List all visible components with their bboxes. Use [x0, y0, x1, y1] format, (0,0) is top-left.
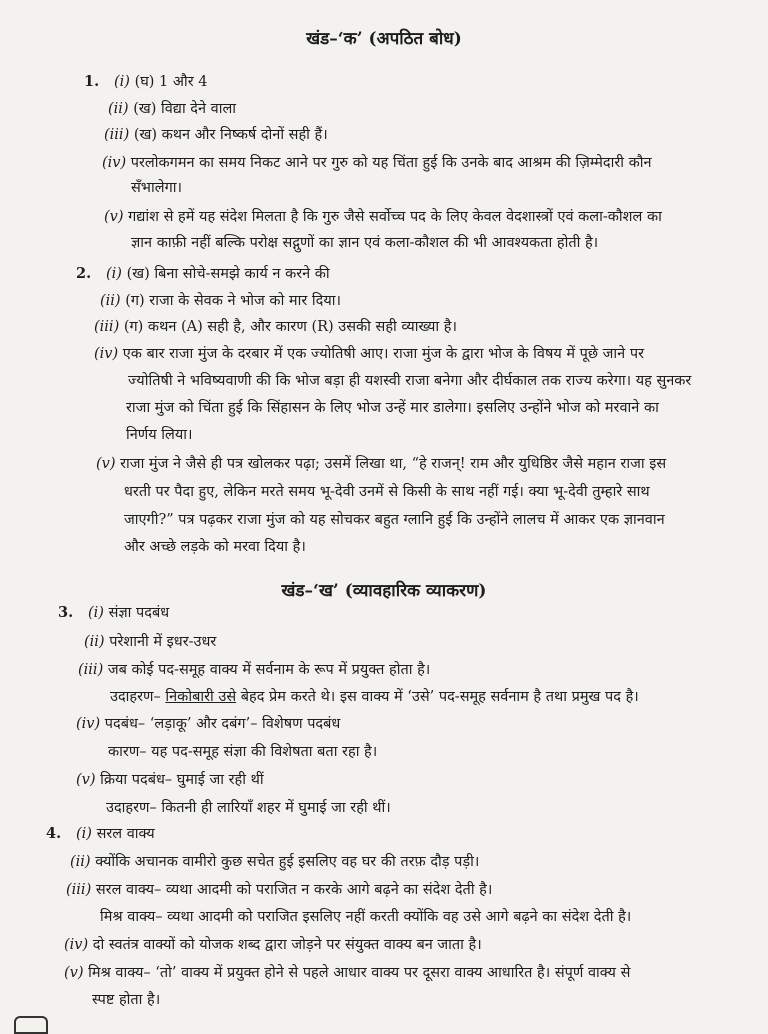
q1-ii: [108, 99, 236, 119]
q2-v-line3: जाएगी?” पत्र पढ़कर राजा मुंज को यह सोचकर बहुत ग्लानि हुई कि उन्होंने लालच में आकर एक ज्ञानवान: [124, 512, 665, 528]
q1-i-text: (घ) 1 और 4: [134, 74, 208, 90]
q2-i: [106, 264, 330, 284]
q3-iv-label: (iv): [76, 716, 101, 732]
q4-number: 4.: [46, 825, 62, 842]
q2-v: [96, 454, 666, 474]
q4-ii-text: क्योंकि अचानक वामीरो कुछ सचेत हुई इसलिए वह घर की तरफ़ दौड़ पड़ी।: [95, 854, 480, 870]
q2-iv-line3: राजा मुंज को चिंता हुई कि सिंहासन के लिए भोज उन्हें मार डालेगा। इसलिए उन्होंने भोज को मरवाने का: [126, 400, 659, 416]
q4-ii: [70, 852, 479, 872]
q1-ii-label: (ii): [108, 101, 129, 117]
q4-v-line1: मिश्र वाक्य– ‘तो’ वाक्य में प्रयुक्त होने से पहले आधार वाक्य पर दूसरा वाक्य आधारित है। संपूर्ण वाक्य से: [88, 965, 631, 981]
q3-iv: [76, 714, 340, 734]
q1-iv-label: (iv): [102, 155, 127, 171]
q2-iv-label: (iv): [94, 346, 119, 362]
page-corner-tab: [14, 1016, 48, 1034]
q2-i-text: (ख) बिना सोचे-समझे कार्य न करने की: [126, 266, 330, 282]
q3-ii-text: परेशानी में इधर-उधर: [109, 634, 217, 650]
q3-iii-example: [110, 687, 639, 707]
q4-iii: [66, 880, 492, 900]
q1-iv-line2: सँभालेगा।: [131, 180, 182, 196]
q2-iii-label: (iii): [94, 319, 120, 335]
q3-iv-reason: कारण– यह पद-समूह संज्ञा की विशेषता बता रहा है।: [108, 744, 378, 760]
q4-iv: [64, 935, 482, 955]
q1-v-line1: गद्यांश से हमें यह संदेश मिलता है कि गुरु जैसे सर्वोच्च पद के लिए केवल वेदशास्त्रों एवं कला-कौशल का: [128, 209, 662, 225]
section-b-title: खंड–‘ख’ (व्यावहारिक व्याकरण): [281, 581, 487, 601]
q1-i-label: (i): [114, 74, 130, 90]
q1-ii-text: (ख) विद्या देने वाला: [133, 101, 237, 117]
section-a-title: खंड–‘क’ (अपठित बोध): [306, 29, 462, 49]
q3-v: [76, 770, 264, 790]
q2-v-line2: धरती पर पैदा हुए, लेकिन मरते समय भू-देवी उनमें से किसी के साथ नहीं गई। क्या भू-देवी तुम्हारे साथ: [124, 484, 650, 500]
q2-iii: [94, 317, 457, 337]
q1-iii-text: (ख) कथन और निष्कर्ष दोनों सही हैं।: [133, 127, 328, 143]
q4-iii-label: (iii): [66, 882, 92, 898]
q2-number: 2.: [76, 265, 92, 282]
q2-i-label: (i): [106, 266, 122, 282]
q4-v-label: (v): [64, 965, 84, 981]
q3-iii-text: जब कोई पद-समूह वाक्य में सर्वनाम के रूप में प्रयुक्त होता है।: [107, 662, 431, 678]
q3-iii-example-underlined: निकोबारी उसे: [165, 689, 237, 705]
q3-number: 3.: [58, 604, 74, 621]
q4-v-line2: स्पष्ट होता है।: [92, 992, 161, 1008]
q1-iii-label: (iii): [104, 127, 130, 143]
q4-i-text: सरल वाक्य: [96, 826, 155, 842]
q2-v-line1: राजा मुंज ने जैसे ही पत्र खोलकर पढ़ा; उसमें लिखा था, “हे राजन्! राम और युधिष्ठिर जैसे महान राजा इस: [120, 456, 667, 472]
q4-v: [64, 963, 630, 983]
q1-v: [104, 207, 662, 227]
q1-iv-line1: परलोकगमन का समय निकट आने पर गुरु को यह चिंता हुई कि उनके बाद आश्रम की ज़िम्मेदारी कौन: [130, 155, 652, 171]
q1-number: 1.: [84, 73, 100, 90]
q3-ii-label: (ii): [84, 634, 105, 650]
q3-ii: [84, 632, 216, 652]
q3-i-label: (i): [88, 605, 104, 621]
q2-iv-line4: निर्णय लिया।: [126, 427, 193, 443]
q4-ii-label: (ii): [70, 854, 91, 870]
q2-iv: [94, 344, 644, 364]
q4-i-label: (i): [76, 826, 92, 842]
q1-i: [114, 72, 208, 92]
q3-v-text: क्रिया पदबंध– घुमाई जा रही थीं: [100, 772, 264, 788]
q2-ii: [100, 291, 341, 311]
q3-i-text: संज्ञा पदबंध: [108, 605, 170, 621]
q3-iii-example-rest: बेहद प्रेम करते थे। इस वाक्य में ‘उसे’ पद-समूह सर्वनाम है तथा प्रमुख पद है।: [240, 689, 639, 705]
q2-iii-text: (ग) कथन (A) सही है, और कारण (R) उसकी सही व्याख्या है।: [123, 319, 457, 335]
q1-iv: [102, 153, 652, 173]
q3-iii-example-label: उदाहरण–: [110, 689, 161, 705]
q3-v-label: (v): [76, 772, 96, 788]
q4-i: [76, 824, 155, 844]
q3-i: [88, 603, 169, 623]
q1-v-label: (v): [104, 209, 124, 225]
q2-ii-label: (ii): [100, 293, 121, 309]
q4-iv-text: दो स्वतंत्र वाक्यों को योजक शब्द द्वारा जोड़ने पर संयुक्त वाक्य बन जाता है।: [92, 937, 482, 953]
q3-iii-label: (iii): [78, 662, 104, 678]
q3-iv-text: पदबंध– ‘लड़ाकू’ और दबंग’– विशेषण पदबंध: [104, 716, 341, 732]
q2-v-line4: और अच्छे लड़के को मरवा दिया है।: [124, 539, 306, 555]
q3-v-example: उदाहरण– कितनी ही लारियाँ शहर में घुमाई जा रही थीं।: [106, 800, 391, 816]
q2-v-label: (v): [96, 456, 116, 472]
q2-iv-line2: ज्योतिषी ने भविष्यवाणी की कि भोज बड़ा ही यशस्वी राजा बनेगा और दीर्घकाल तक राज्य करेगा। यह सुनकर: [128, 373, 692, 389]
q1-iii: [104, 125, 328, 145]
q2-ii-text: (ग) राजा के सेवक ने भोज को मार दिया।: [125, 293, 342, 309]
q1-v-line2: ज्ञान काफ़ी नहीं बल्कि परोक्ष सद्गुणों का ज्ञान एवं कला-कौशल की भी आवश्यकता होती है।: [131, 235, 599, 251]
q2-iv-line1: एक बार राजा मुंज के दरबार में एक ज्योतिषी आए। राजा मुंज के द्वारा भोज के विषय में पूछे जाने पर: [122, 346, 645, 362]
q3-iii: [78, 660, 430, 680]
q4-iii-line1: सरल वाक्य– व्यथा आदमी को पराजित न करके आगे बढ़ने का संदेश देती है।: [95, 882, 493, 898]
q4-iv-label: (iv): [64, 937, 89, 953]
q4-iii-line2: मिश्र वाक्य– व्यथा आदमी को पराजित इसलिए नहीं करती क्योंकि वह उसे आगे बढ़ने का संदेश देती है।: [100, 909, 632, 925]
